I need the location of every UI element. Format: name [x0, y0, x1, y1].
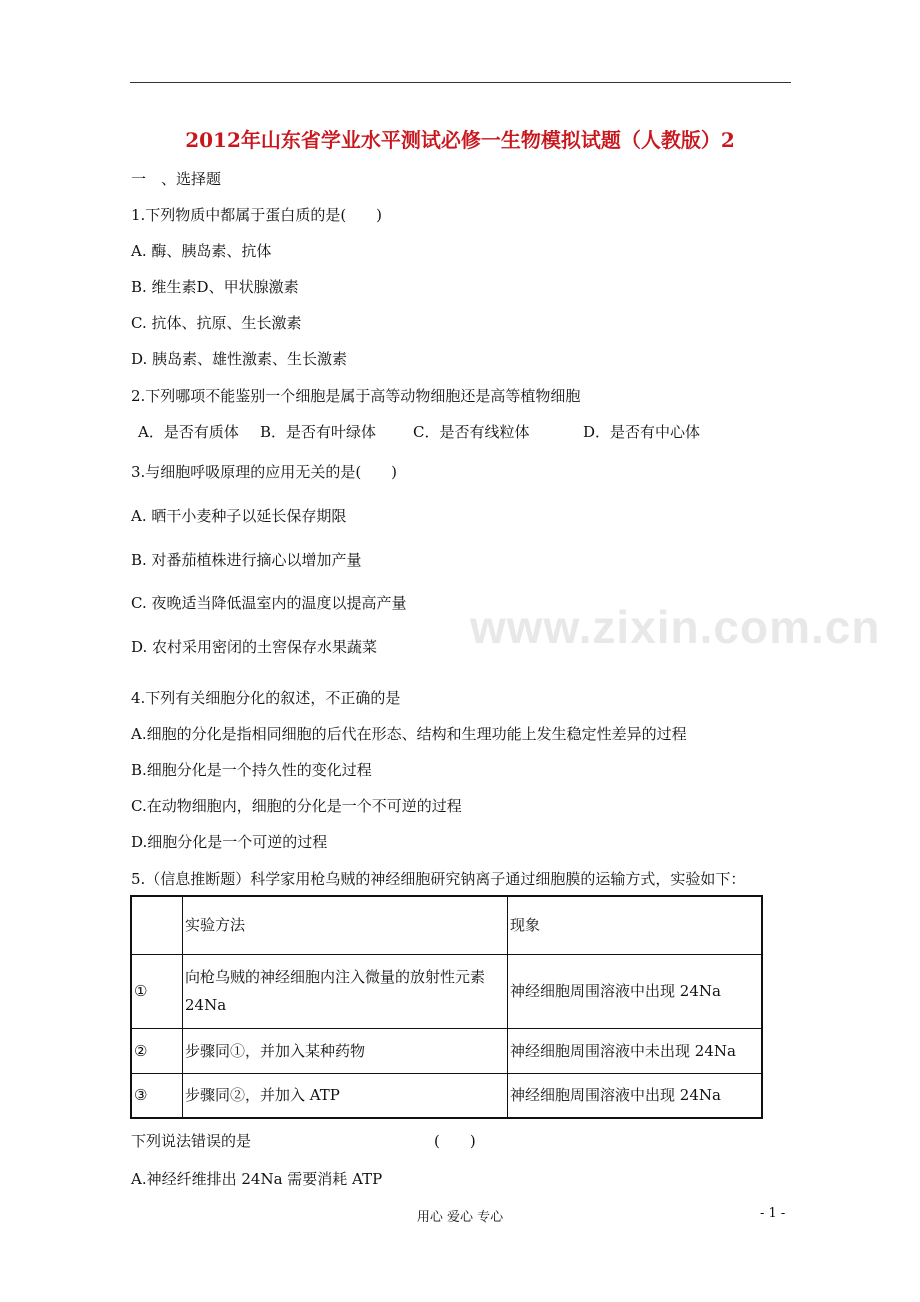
header-rule [130, 82, 791, 83]
q3-option-d: D. 农村采用密闭的土窖保存水果蔬菜 [131, 638, 378, 656]
q2-option-a: A．是否有质体 [138, 423, 239, 441]
q1-option-c: C. 抗体、抗原、生长激素 [131, 314, 302, 332]
document-title: 2012年山东省学业水平测试必修一生物模拟试题（人教版）2 [185, 128, 735, 152]
q1-option-a: A. 酶、胰岛素、抗体 [131, 242, 272, 260]
q3-option-a: A. 晒干小麦种子以延长保存期限 [131, 507, 347, 525]
watermark: www.zixin.com.cn [470, 601, 881, 653]
table-row [131, 1028, 762, 1073]
q4-option-b: B.细胞分化是一个持久性的变化过程 [131, 761, 372, 779]
q1-stem: 1.下列物质中都属于蛋白质的是( ) [131, 206, 383, 224]
table-cell: 神经细胞周围溶液中出现 24Na [508, 954, 763, 1028]
experiment-table [130, 895, 763, 1119]
q4-option-c: C.在动物细胞内，细胞的分化是一个不可逆的过程 [131, 797, 462, 815]
footer-slogan: 用心 爱心 专心 [416, 1210, 504, 1225]
q3-stem: 3.与细胞呼吸原理的应用无关的是( ) [131, 463, 398, 481]
table-cell: 神经细胞周围溶液中出现 24Na [508, 1073, 763, 1118]
table-cell: ① [131, 954, 183, 1028]
q2-options [138, 421, 700, 442]
table-cell: 向枪乌贼的神经细胞内注入微量的放射性元素 24Na [183, 954, 508, 1028]
q3-option-c: C. 夜晚适当降低温室内的温度以提高产量 [131, 594, 407, 612]
q5-followup: 下列说法错误的是 [131, 1132, 252, 1150]
table-cell: ② [131, 1028, 183, 1073]
q2-option-c: C．是否有线粒体 [413, 423, 530, 441]
table-cell: 神经细胞周围溶液中未出现 24Na [508, 1028, 763, 1073]
table-cell: 步骤同①，并加入某种药物 [183, 1028, 508, 1073]
table-header-cell: 现象 [508, 896, 763, 954]
q4-stem: 4.下列有关细胞分化的叙述，不正确的是 [131, 689, 401, 707]
page-number: - 1 - [760, 1206, 786, 1221]
q1-option-b: B. 维生素D、甲状腺激素 [131, 278, 299, 296]
q2-stem: 2.下列哪项不能鉴别一个细胞是属于高等动物细胞还是高等植物细胞 [131, 387, 581, 405]
q3-option-b: B. 对番茄植株进行摘心以增加产量 [131, 551, 362, 569]
q5-stem: 5.（信息推断题）科学家用枪乌贼的神经细胞研究钠离子通过细胞膜的运输方式，实验如下： [131, 870, 746, 888]
section-heading: 一 、选择题 [131, 170, 222, 188]
q2-option-d: D．是否有中心体 [583, 423, 701, 441]
table-row [131, 1073, 762, 1118]
q4-option-a: A.细胞的分化是指相同细胞的后代在形态、结构和生理功能上发生稳定性差异的过程 [131, 725, 687, 743]
q4-option-d: D.细胞分化是一个可逆的过程 [131, 833, 328, 851]
table-header-cell: 实验方法 [183, 896, 508, 954]
table-header-cell [131, 896, 183, 954]
q1-option-d: D. 胰岛素、雄性激素、生长激素 [131, 350, 348, 368]
q2-option-b: B．是否有叶绿体 [260, 423, 377, 441]
table-cell: 步骤同②，并加入 ATP [183, 1073, 508, 1118]
q5-answer-paren: ( ) [434, 1132, 476, 1150]
table-cell: ③ [131, 1073, 183, 1118]
table-row [131, 954, 762, 1028]
q5-option-a: A.神经纤维排出 24Na 需要消耗 ATP [131, 1170, 383, 1188]
table-header-row [131, 896, 762, 954]
